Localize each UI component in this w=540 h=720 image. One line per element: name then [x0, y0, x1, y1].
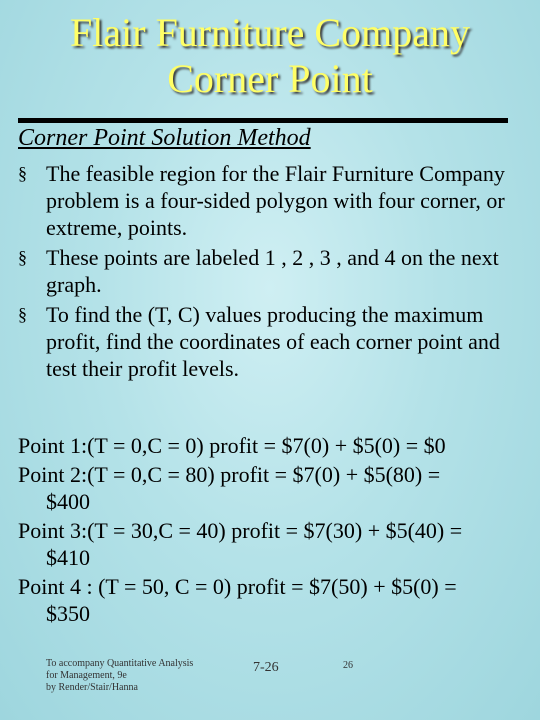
- bullet-text: These points are labeled 1 , 2 , 3 , and 4 on the next graph.: [46, 245, 499, 297]
- slide-title: [0, 10, 540, 102]
- footer-line-1: To accompany Quantitative Analysis: [46, 658, 194, 669]
- footer-citation: [46, 658, 193, 694]
- title-divider: [18, 118, 508, 123]
- page-number: 26: [343, 660, 353, 671]
- bullet-list: [18, 160, 523, 385]
- bullet-icon: §: [18, 304, 27, 324]
- bullet-item: [18, 301, 523, 382]
- corner-point-result: $410: [46, 545, 90, 570]
- section-subtitle: Corner Point Solution Method: [18, 125, 311, 151]
- corner-point-result: $400: [46, 489, 90, 514]
- corner-point-line: Point 2:(T = 0,C = 80) profit = $7(0) + $5(80) =: [18, 462, 441, 487]
- bullet-item: [18, 244, 523, 298]
- corner-point-line: Point 1:(T = 0,C = 0) profit = $7(0) + $5(0) = $0: [18, 433, 446, 458]
- title-line-1: Flair Furniture Company: [70, 10, 470, 55]
- corner-point-line: Point 4 : (T = 50, C = 0) profit = $7(50) + $5(0) =: [18, 574, 457, 599]
- corner-point-list: [18, 432, 528, 629]
- bullet-icon: §: [18, 247, 27, 267]
- footer-line-3: by Render/Stair/Hanna: [46, 682, 138, 693]
- bullet-text: The feasible region for the Flair Furniture Company problem is a four-sided polygon with four corner, or extreme, points.: [46, 161, 505, 240]
- corner-point-2: [18, 461, 528, 515]
- slide-number: 7-26: [253, 660, 279, 675]
- bullet-icon: §: [18, 163, 27, 183]
- corner-point-3: [18, 517, 528, 571]
- corner-point-line: Point 3:(T = 30,C = 40) profit = $7(30) + $5(40) =: [18, 518, 463, 543]
- footer-line-2: for Management, 9e: [46, 670, 127, 681]
- bullet-text: To find the (T, C) values producing the maximum profit, find the coordinates of each corner point and test their profit levels.: [46, 302, 500, 381]
- corner-point-4: [18, 573, 528, 627]
- corner-point-1: [18, 432, 528, 459]
- title-line-2: Corner Point: [167, 56, 373, 101]
- bullet-item: [18, 160, 523, 241]
- corner-point-result: $350: [46, 601, 90, 626]
